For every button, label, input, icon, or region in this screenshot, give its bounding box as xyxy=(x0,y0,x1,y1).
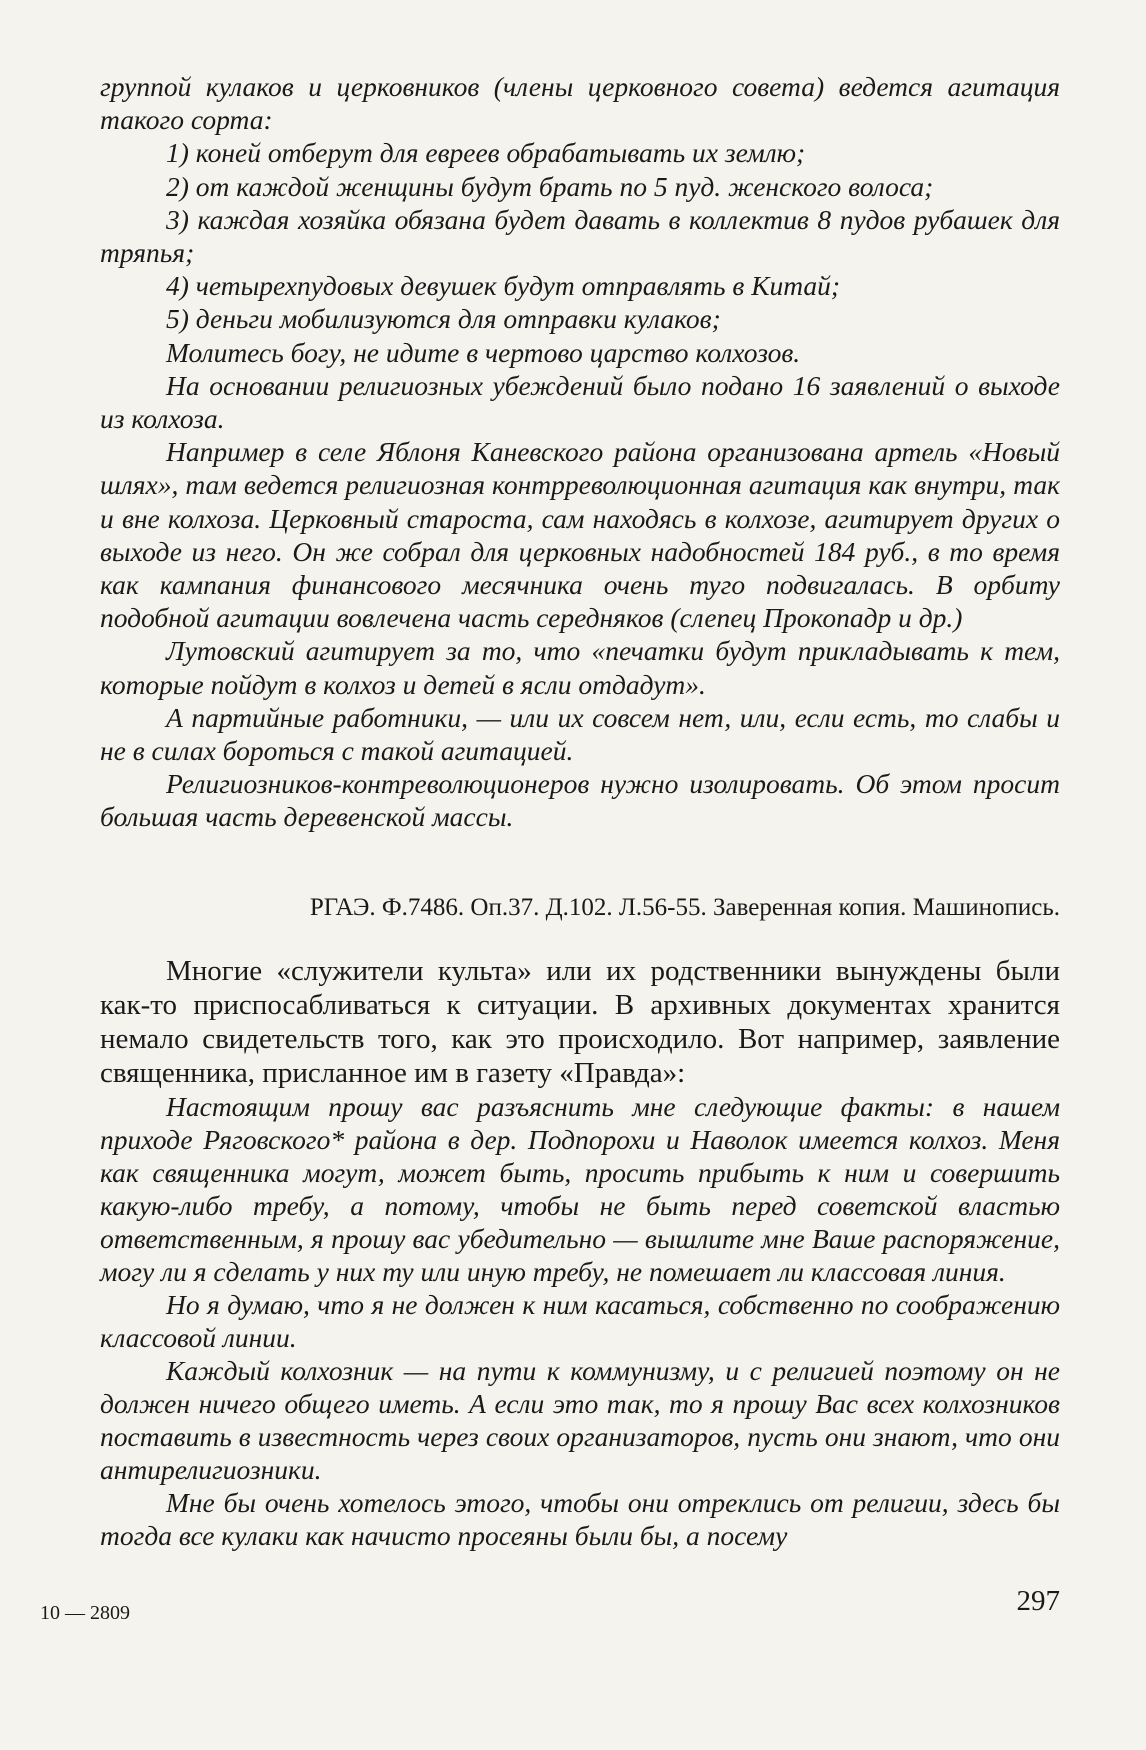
letter-paragraph: Мне бы очень хотелось этого, чтобы они отреклись от религии, здесь бы тогда все кулаки как начисто просеяны были бы, а посему xyxy=(100,1487,1060,1551)
quote-paragraph: Молитесь богу, не идите в чертово царство колхозов. xyxy=(166,336,801,368)
letter-quote-block xyxy=(100,1090,1060,1552)
letter-paragraph: Но я думаю, что я не должен к ним касаться, собственно по соображению классовой линии. xyxy=(100,1289,1060,1353)
quote-paragraph: На основании религиозных убеждений было подано 16 заявлений о выходе из колхоза. xyxy=(100,369,1060,435)
archival-quote-block xyxy=(100,70,1060,834)
quote-paragraph: 3) каждая хозяйка обязана будет давать в коллектив 8 пудов рубашек для тряпья; xyxy=(100,203,1060,269)
letter-paragraph: Каждый колхозник — на пути к коммунизму, и с религией поэтому он не должен ничего общего иметь. А если это так, то я прошу Вас всех колхозников поставить в известность через своих организаторов, пусть они знают, что они антирелигиозники. xyxy=(100,1355,1060,1485)
body-paragraph: Многие «служители культа» или их родственники вынуждены были как-то приспосабливаться к ситуации. В архивных документах хранится немало свидетельств того, как это происходило. Вот например, заявление священника, присланное им в газету «Правда»: xyxy=(100,955,1060,1089)
page-number: 297 xyxy=(1016,1585,1060,1617)
quote-paragraph: А партийные работники, — или их совсем нет, или, если есть, то слабы и не в силах бороться с такой агитацией. xyxy=(100,701,1060,767)
quote-paragraph: 4) четырехпудовых девушек будут отправлять в Китай; xyxy=(166,270,841,302)
quote-paragraph: Религиозников-контреволюционеров нужно изолировать. Об этом просит большая часть деревенской массы. xyxy=(100,768,1060,833)
archive-source-citation: РГАЭ. Ф.7486. Оп.37. Д.102. Л.56-55. Заверенная копия. Машинопись. xyxy=(309,894,1060,921)
body-text xyxy=(100,954,1060,1090)
quote-paragraph: 5) деньги мобилизуются для отправки кулаков; xyxy=(166,303,721,335)
signature-mark: 10 — 2809 xyxy=(40,1602,130,1624)
quote-paragraph: 1) коней отберут для евреев обрабатывать их землю; xyxy=(166,137,806,169)
quote-paragraph: Например в селе Яблоня Каневского района организована артель «Новый шлях», там ведется религиозная контрреволюционная агитация как внутри, так и вне колхоза. Церковный староста, сам находясь в колхозе, агитирует других о выходе из него. Он же собрал для церковных надобностей 184 руб., в то время как кампания финансового месячника очень туго подвигалась. В орбиту подобной агитации вовлечена часть середняков (слепец Прокопадр и др.) xyxy=(100,436,1060,634)
quote-paragraph: Лутовский агитирует за то, что «печатки будут прикладывать к тем, которые пойдут в колхоз и детей в ясли отдадут». xyxy=(100,635,1060,700)
quote-paragraph: группой кулаков и церковников (члены церковного совета) ведется агитация такого сорта: xyxy=(100,71,1060,136)
letter-paragraph: Настоящим прошу вас разъяснить мне следующие факты: в нашем приходе Ряговского* района в дер. Подпорохи и Наволок имеется колхоз. Меня как священника могут, может быть, просить прибыть к ним и совершить какую-либо требу, а потому, чтобы не быть перед советской властью ответственным, я прошу вас убедительно — вышлите мне Ваше распоряжение, могу ли я сделать у них ту или иную требу, не помешает ли классовая линия. xyxy=(100,1091,1060,1287)
quote-paragraph: 2) от каждой женщины будут брать по 5 пуд. женского волоса; xyxy=(166,170,934,202)
